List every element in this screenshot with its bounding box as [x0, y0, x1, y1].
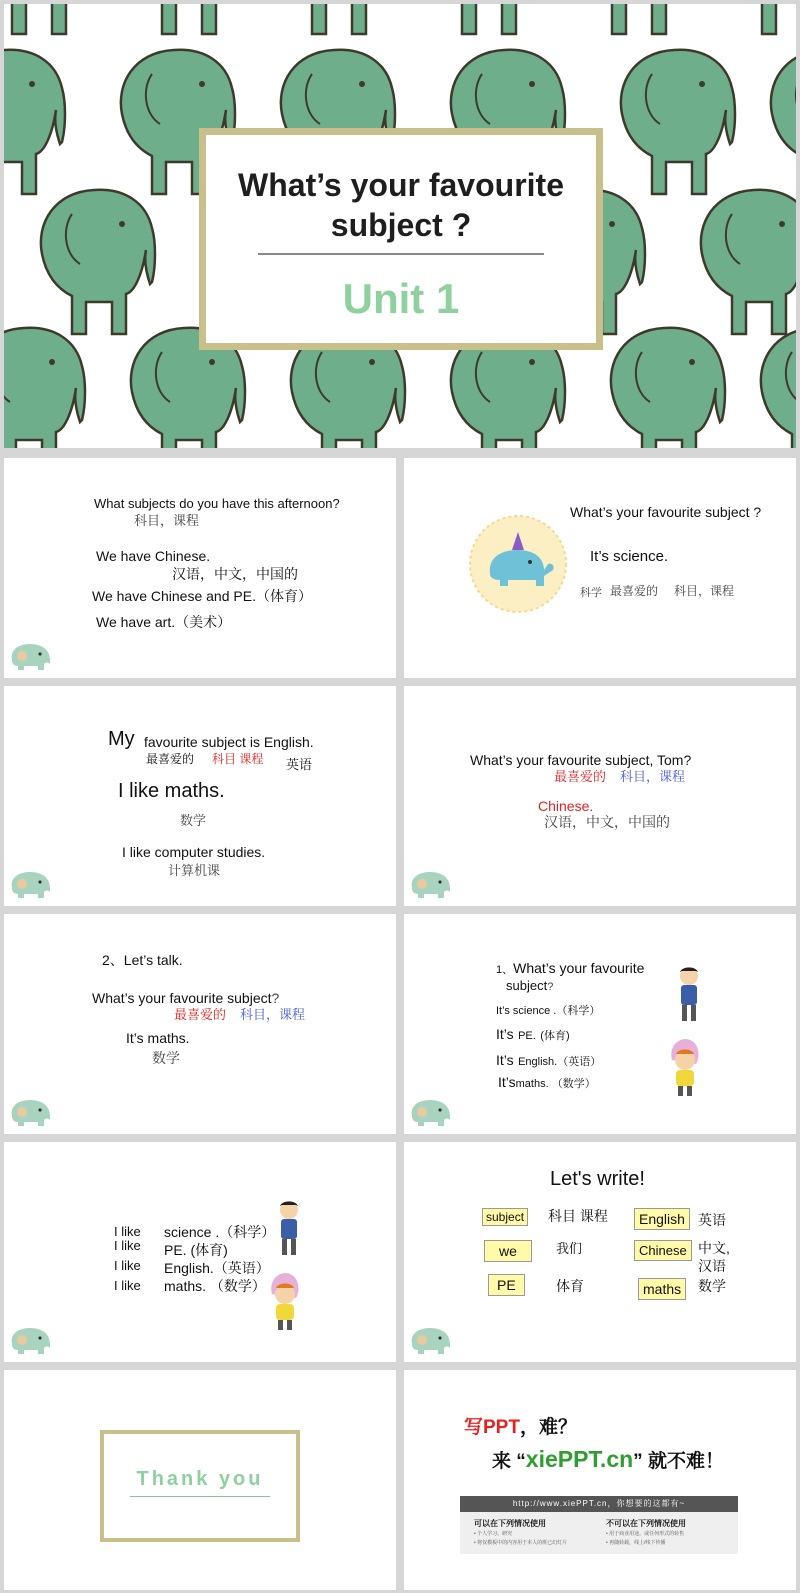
- forbidden-item-1: • 用于商业用途，或任何形式的转售: [606, 1531, 685, 1537]
- line-1: We have Chinese.: [96, 548, 211, 564]
- slide-title: Let's write!: [550, 1168, 645, 1190]
- question-text: What subjects do you have this afternoon?: [94, 496, 340, 511]
- allowed-item-1: • 个人学习、研究: [474, 1531, 513, 1537]
- question-text: What’s your favourite subject, Tom?: [470, 752, 692, 768]
- answer-text: Chinese.: [538, 798, 594, 814]
- elephant-icon: [408, 1098, 454, 1128]
- girl-character-icon: [668, 1036, 702, 1098]
- elephant-icon: [408, 1326, 454, 1356]
- computer-cn: 计算机课: [168, 863, 221, 878]
- title-divider: [258, 253, 544, 255]
- cn-english: 英语: [286, 757, 313, 772]
- cn-favourite: 最喜爱的: [554, 769, 607, 784]
- question-main: What’s your favourite subject: [92, 990, 272, 1006]
- elephant-icon: [8, 870, 54, 900]
- slide-title: What’s your favourite subject ?: [238, 167, 564, 243]
- i-like-2: I like: [114, 1238, 141, 1253]
- answer-cn: 汉语，中文，中国的: [544, 814, 670, 830]
- answer-text: It’s maths.: [126, 1030, 190, 1046]
- question-cn: 科目，课程: [134, 513, 200, 528]
- word-chinese-cn-1: 中文,: [698, 1240, 730, 1256]
- question-mark: ?: [547, 981, 554, 993]
- pe-item: PE. (体育): [164, 1242, 228, 1258]
- ad-line-2: 来 “xiePPT.cn” 就不难！: [492, 1446, 724, 1472]
- word-pe: PE: [488, 1274, 525, 1296]
- slide-thank-you: [4, 1370, 396, 1590]
- slide-my-favourite: [4, 686, 396, 906]
- allowed-heading: 可以在下列情况使用: [474, 1519, 546, 1528]
- word-english-cn: 英语: [698, 1212, 726, 1228]
- slide-i-like: [4, 1142, 396, 1362]
- slide-favourite-science: [404, 458, 796, 678]
- thank-you-card: [100, 1430, 300, 1542]
- slide-lets-write: [404, 1142, 796, 1362]
- ad-info-box: [460, 1512, 738, 1554]
- forbidden-item-2: • 再随转载，线上/线下传播: [606, 1540, 666, 1546]
- answer-pe: It’s PE. (体育): [496, 1026, 570, 1042]
- word-subject: subject: [482, 1208, 528, 1226]
- elephant-icon: [8, 1098, 54, 1128]
- word-chinese-cn-2: 汉语: [698, 1258, 726, 1274]
- line-2: We have Chinese and PE.（体育）: [92, 588, 312, 604]
- word-maths-cn: 数学: [698, 1278, 726, 1294]
- allowed-item-2: • 将仅模板中的内容用于本人的班已幻灯片: [474, 1540, 568, 1546]
- cn-favourite: 最喜爱的: [174, 1007, 227, 1022]
- i-like-3: I like: [114, 1258, 141, 1273]
- line-3: We have art.（美术）: [96, 614, 232, 630]
- computer-sentence: I like computer studies.: [122, 844, 266, 860]
- slide-favourite-practice: [404, 914, 796, 1134]
- question-subject: subject: [506, 978, 548, 993]
- elephant-icon: [8, 1326, 54, 1356]
- question-text: What’s your favourite subject ?: [570, 504, 762, 520]
- science-item: science .（科学）: [164, 1224, 276, 1240]
- question-text: What’s your favourite: [513, 960, 645, 976]
- slide-xieppt-ad: [404, 1370, 796, 1590]
- word-subject-cn: 科目 课程: [548, 1208, 608, 1224]
- word-we: we: [484, 1240, 532, 1262]
- elephant-icon: [408, 870, 454, 900]
- my-word: My: [108, 728, 135, 750]
- slide-lets-talk: [4, 914, 396, 1134]
- cn-subject: 科目，课程: [674, 584, 735, 598]
- thank-you-underline: [130, 1496, 270, 1497]
- ad-line-1: 写PPT，难？: [464, 1417, 577, 1438]
- slide-favourite-tom: [404, 686, 796, 906]
- word-maths: maths: [638, 1278, 686, 1300]
- cn-subject: 科目 课程: [212, 752, 264, 766]
- question-mark: ?: [271, 990, 280, 1006]
- cn-subject: 科目，课程: [240, 1007, 306, 1022]
- favourite-sentence: favourite subject is English.: [144, 734, 314, 750]
- question-line-2: [506, 978, 553, 993]
- cn-subject: 科目，课程: [620, 769, 686, 784]
- title-slide: [4, 4, 796, 448]
- unit-label: Unit 1: [342, 275, 460, 322]
- answer-maths: It’smaths. （数学）: [498, 1074, 596, 1090]
- girl-character-icon: [268, 1270, 302, 1332]
- title-card: [199, 128, 603, 350]
- word-chinese: Chinese: [634, 1240, 692, 1261]
- maths-cn: 数学: [180, 813, 207, 828]
- answer-english: It’s English.（英语）: [496, 1052, 602, 1068]
- question-line-1: [496, 960, 644, 977]
- line-1-cn: 汉语，中文，中国的: [172, 566, 298, 582]
- section-heading: 2、Let’s talk.: [102, 952, 183, 968]
- word-english: English: [634, 1208, 690, 1230]
- elephant-icon: [8, 642, 54, 672]
- cn-favourite: 最喜爱的: [146, 752, 195, 766]
- elephant-badge-icon: [468, 514, 568, 614]
- english-item: English.（英语）: [164, 1260, 270, 1276]
- boy-character-icon: [674, 966, 704, 1024]
- answer-text: It’s science.: [590, 548, 669, 565]
- word-we-cn: 我们: [556, 1241, 583, 1256]
- maths-item: maths. （数学）: [164, 1278, 266, 1294]
- ad-banner: http://www.xiePPT.cn，你想要的这都有~: [460, 1496, 738, 1512]
- forbidden-heading: 不可以在下列情况使用: [606, 1519, 686, 1528]
- i-like-1: I like: [114, 1224, 141, 1239]
- cn-favourite: 最喜爱的: [610, 584, 659, 598]
- question-number: 1、: [496, 964, 514, 976]
- slide-subjects-afternoon: [4, 458, 396, 678]
- thank-you-text: Thank you: [136, 1468, 264, 1490]
- boy-character-icon: [274, 1200, 304, 1258]
- answer-cn: 数学: [152, 1050, 180, 1066]
- i-like-4: I like: [114, 1278, 141, 1293]
- maths-sentence: I like maths.: [118, 780, 225, 802]
- answer-science: It’s science .（科学）: [496, 1005, 601, 1017]
- word-pe-cn: 体育: [556, 1278, 584, 1294]
- cn-science: 科学: [580, 587, 602, 599]
